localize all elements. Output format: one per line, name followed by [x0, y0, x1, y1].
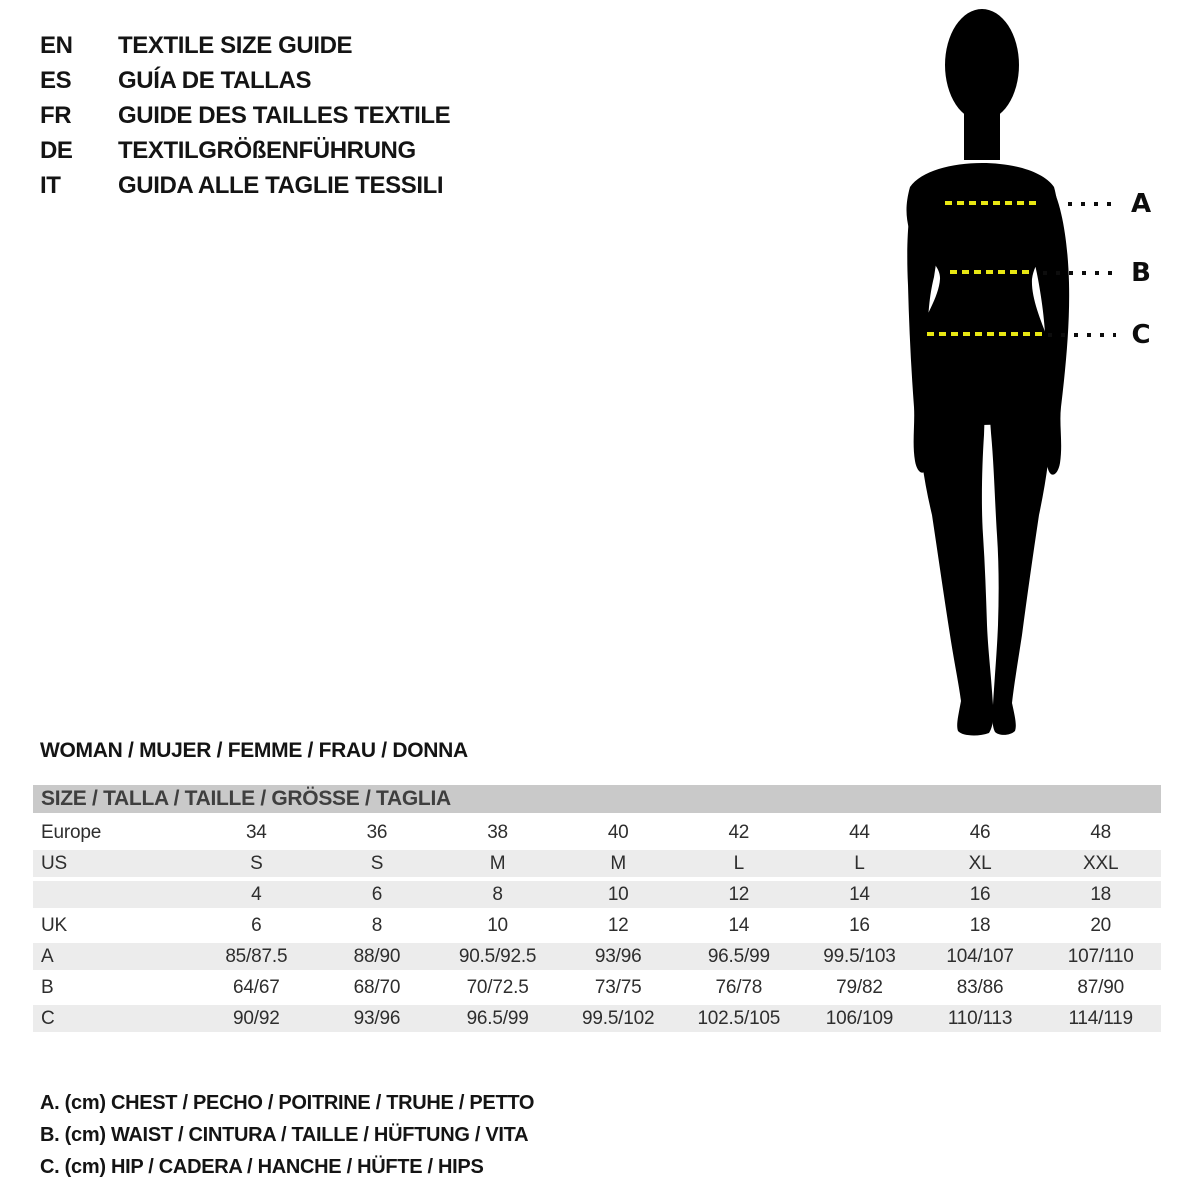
- language-row: [40, 28, 450, 63]
- size-value-cell: 102.5/105: [697, 1007, 781, 1029]
- size-table-header: SIZE / TALLA / TAILLE / GRÖSSE / TAGLIA: [33, 785, 1161, 813]
- gender-heading: WOMAN / MUJER / FEMME / FRAU / DONNA: [40, 739, 468, 762]
- size-value-cell: 16: [969, 883, 991, 905]
- size-value-cell: 110/113: [947, 1007, 1013, 1029]
- size-value-cell: 90.5/92.5: [458, 945, 537, 967]
- size-value-cell: 114/119: [1068, 1007, 1133, 1029]
- size-value-cell: 14: [728, 914, 750, 936]
- measure-label-A: A: [1130, 189, 1152, 219]
- size-value-cell: 12: [607, 914, 629, 936]
- row-label: US: [41, 852, 67, 874]
- size-value-cell: 85/87.5: [225, 945, 288, 967]
- size-value-cell: 87/90: [1077, 976, 1124, 998]
- size-value-cell: 40: [607, 821, 629, 843]
- language-title-list: [40, 28, 450, 203]
- size-value-cell: 18: [1090, 883, 1112, 905]
- size-value-cell: 107/110: [1067, 945, 1134, 967]
- table-row: [33, 879, 1161, 910]
- language-code: DE: [40, 136, 73, 164]
- size-value-cell: 20: [1090, 914, 1112, 936]
- size-value-cell: 14: [849, 883, 870, 905]
- size-value-cell: 6: [251, 914, 262, 936]
- body-measurement-figure: [858, 5, 1170, 740]
- size-value-cell: 16: [849, 914, 870, 936]
- table-row: [33, 848, 1161, 879]
- measure-label-C: C: [1131, 320, 1151, 350]
- language-title: TEXTILE SIZE GUIDE: [118, 31, 353, 59]
- measure-label-B: B: [1131, 258, 1151, 288]
- size-value-cell: L: [733, 852, 744, 874]
- row-label: Europe: [41, 821, 102, 843]
- size-value-cell: 68/70: [353, 976, 401, 998]
- size-value-cell: 88/90: [353, 945, 401, 967]
- language-row: [40, 133, 450, 168]
- measurement-legend: [40, 1089, 534, 1185]
- size-value-cell: 70/72.5: [466, 976, 529, 998]
- size-value-cell: 46: [969, 821, 991, 843]
- size-value-cell: 42: [728, 821, 750, 843]
- language-row: [40, 98, 450, 133]
- language-row: [40, 168, 450, 203]
- size-value-cell: 48: [1090, 821, 1112, 843]
- row-label: B: [41, 976, 54, 998]
- row-label: UK: [41, 914, 67, 936]
- size-value-cell: 99.5/103: [823, 945, 896, 967]
- size-value-cell: XL: [968, 852, 992, 874]
- language-title: GUIDE DES TAILLES TEXTILE: [118, 101, 451, 129]
- table-row: [33, 817, 1161, 848]
- size-value-cell: 8: [492, 883, 503, 905]
- table-row: [33, 1003, 1161, 1034]
- language-code: EN: [40, 31, 73, 59]
- size-value-cell: S: [250, 852, 263, 874]
- size-value-cell: 44: [849, 821, 870, 843]
- row-label: C: [41, 1007, 55, 1029]
- legend-line: B. (cm) WAIST / CINTURA / TAILLE / HÜFTUNG / VITA: [40, 1124, 529, 1146]
- size-value-cell: 90/92: [233, 1007, 280, 1029]
- size-value-cell: 8: [371, 914, 383, 936]
- size-value-cell: 36: [366, 821, 388, 843]
- language-title: GUIDA ALLE TAGLIE TESSILI: [118, 171, 444, 199]
- size-value-cell: S: [370, 852, 384, 874]
- table-row: [33, 910, 1161, 941]
- size-value-cell: 12: [728, 883, 750, 905]
- size-value-cell: M: [489, 852, 506, 874]
- size-value-cell: 73/75: [594, 976, 642, 998]
- size-table: [33, 785, 1161, 1034]
- language-code: ES: [40, 66, 72, 94]
- size-value-cell: 38: [487, 821, 508, 843]
- size-value-cell: 10: [487, 914, 508, 936]
- legend-line: C. (cm) HIP / CADERA / HANCHE / HÜFTE / HIPS: [40, 1156, 484, 1178]
- size-value-cell: 4: [251, 883, 262, 905]
- language-title: GUÍA DE TALLAS: [118, 66, 312, 94]
- language-title: TEXTILGRÖßENFÜHRUNG: [118, 136, 416, 164]
- size-table-body: [33, 817, 1161, 1034]
- size-value-cell: 10: [607, 883, 629, 905]
- row-label: A: [41, 945, 54, 967]
- language-row: [40, 63, 450, 98]
- language-code: FR: [40, 101, 72, 129]
- size-value-cell: 6: [371, 883, 383, 905]
- size-value-cell: 104/107: [946, 945, 1014, 967]
- woman-silhouette: [858, 5, 1090, 737]
- size-value-cell: 76/78: [715, 976, 763, 998]
- size-value-cell: 79/82: [836, 976, 883, 998]
- size-value-cell: 93/96: [594, 945, 642, 967]
- table-row: [33, 941, 1161, 972]
- size-value-cell: XXL: [1083, 852, 1119, 874]
- size-value-cell: 106/109: [825, 1007, 894, 1029]
- size-value-cell: 93/96: [353, 1007, 401, 1029]
- size-value-cell: 99.5/102: [582, 1007, 655, 1029]
- size-value-cell: L: [854, 852, 865, 874]
- legend-line: A. (cm) CHEST / PECHO / POITRINE / TRUHE / PETTO: [40, 1092, 535, 1114]
- size-value-cell: 64/67: [233, 976, 280, 998]
- size-value-cell: 83/86: [956, 976, 1004, 998]
- table-row: [33, 972, 1161, 1003]
- size-value-cell: 96.5/99: [466, 1007, 529, 1029]
- size-value-cell: 34: [245, 821, 267, 843]
- size-value-cell: 18: [969, 914, 991, 936]
- language-code: IT: [40, 171, 61, 199]
- size-value-cell: M: [610, 852, 626, 874]
- size-value-cell: 96.5/99: [707, 945, 770, 967]
